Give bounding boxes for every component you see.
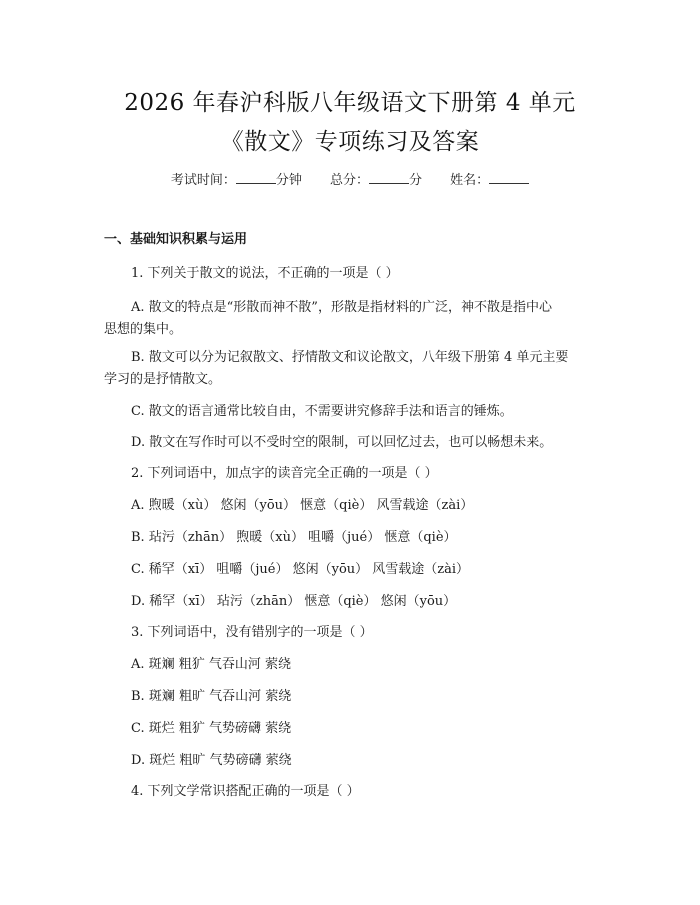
total-score-unit: 分 — [409, 173, 423, 188]
question-1-option-d: D. 散文在写作时可以不受时空的限制，可以回忆过去，也可以畅想未来。 — [131, 435, 553, 450]
document-title-line2: 《散文》专项练习及答案 — [220, 129, 480, 155]
question-2-option-d: D. 稀罕（xī） 玷污（zhān） 惬意（qiè） 悠闲（yōu） — [131, 594, 457, 609]
question-1-option-a-cont: 思想的集中。 — [104, 322, 183, 337]
question-2-option-c: C. 稀罕（xī） 咀嚼（jué） 悠闲（yōu） 风雪载途（zài） — [131, 562, 470, 577]
name-field — [450, 169, 529, 188]
question-3-option-b: B. 斑斓 粗旷 气吞山河 萦绕 — [131, 689, 292, 704]
question-2-option-b: B. 玷污（zhān） 煦暖（xù） 咀嚼（jué） 惬意（qiè） — [131, 530, 457, 545]
question-1-option-b-cont: 学习的是抒情散文。 — [104, 372, 222, 387]
question-4-stem: 4. 下列文学常识搭配正确的一项是（ ） — [131, 784, 360, 799]
exam-info — [0, 169, 700, 188]
question-3-option-a: A. 斑斓 粗犷 气吞山河 萦绕 — [131, 657, 292, 672]
name-label: 姓名： — [450, 173, 490, 188]
name-blank — [489, 171, 529, 184]
exam-time-blank — [236, 171, 276, 184]
question-1-option-b: B. 散文可以分为记叙散文、抒情散文和议论散文，八年级下册第 4 单元主要 — [131, 350, 569, 365]
question-3-option-c: C. 斑烂 粗犷 气势磅礴 萦绕 — [131, 721, 292, 736]
total-score-field — [330, 169, 422, 188]
question-1-option-a: A. 散文的特点是“形散而神不散”，形散是指材料的广泛，神不散是指中心 — [131, 300, 552, 315]
question-1-option-c: C. 散文的语言通常比较自由，不需要讲究修辞手法和语言的锤炼。 — [131, 404, 513, 419]
question-3-stem: 3. 下列词语中，没有错别字的一项是（ ） — [131, 625, 373, 640]
section-heading: 一、基础知识积累与运用 — [104, 232, 248, 247]
total-score-label: 总分： — [329, 173, 369, 188]
document-title-line1: 2026 年春沪科版八年级语文下册第 4 单元 — [124, 90, 576, 116]
exam-time-unit: 分钟 — [275, 173, 302, 188]
question-2-option-a: A. 煦暖（xù） 悠闲（yōu） 惬意（qiè） 风雪载途（zài） — [131, 498, 474, 513]
exam-time-label: 考试时间： — [170, 173, 236, 188]
question-3-option-d: D. 斑烂 粗旷 气势磅礴 萦绕 — [131, 753, 292, 768]
question-1-stem: 1. 下列关于散文的说法，不正确的一项是（ ） — [131, 266, 399, 281]
exam-time-field — [171, 169, 302, 188]
total-score-blank — [369, 171, 409, 184]
question-2-stem: 2. 下列词语中，加点字的读音完全正确的一项是（ ） — [131, 466, 438, 481]
